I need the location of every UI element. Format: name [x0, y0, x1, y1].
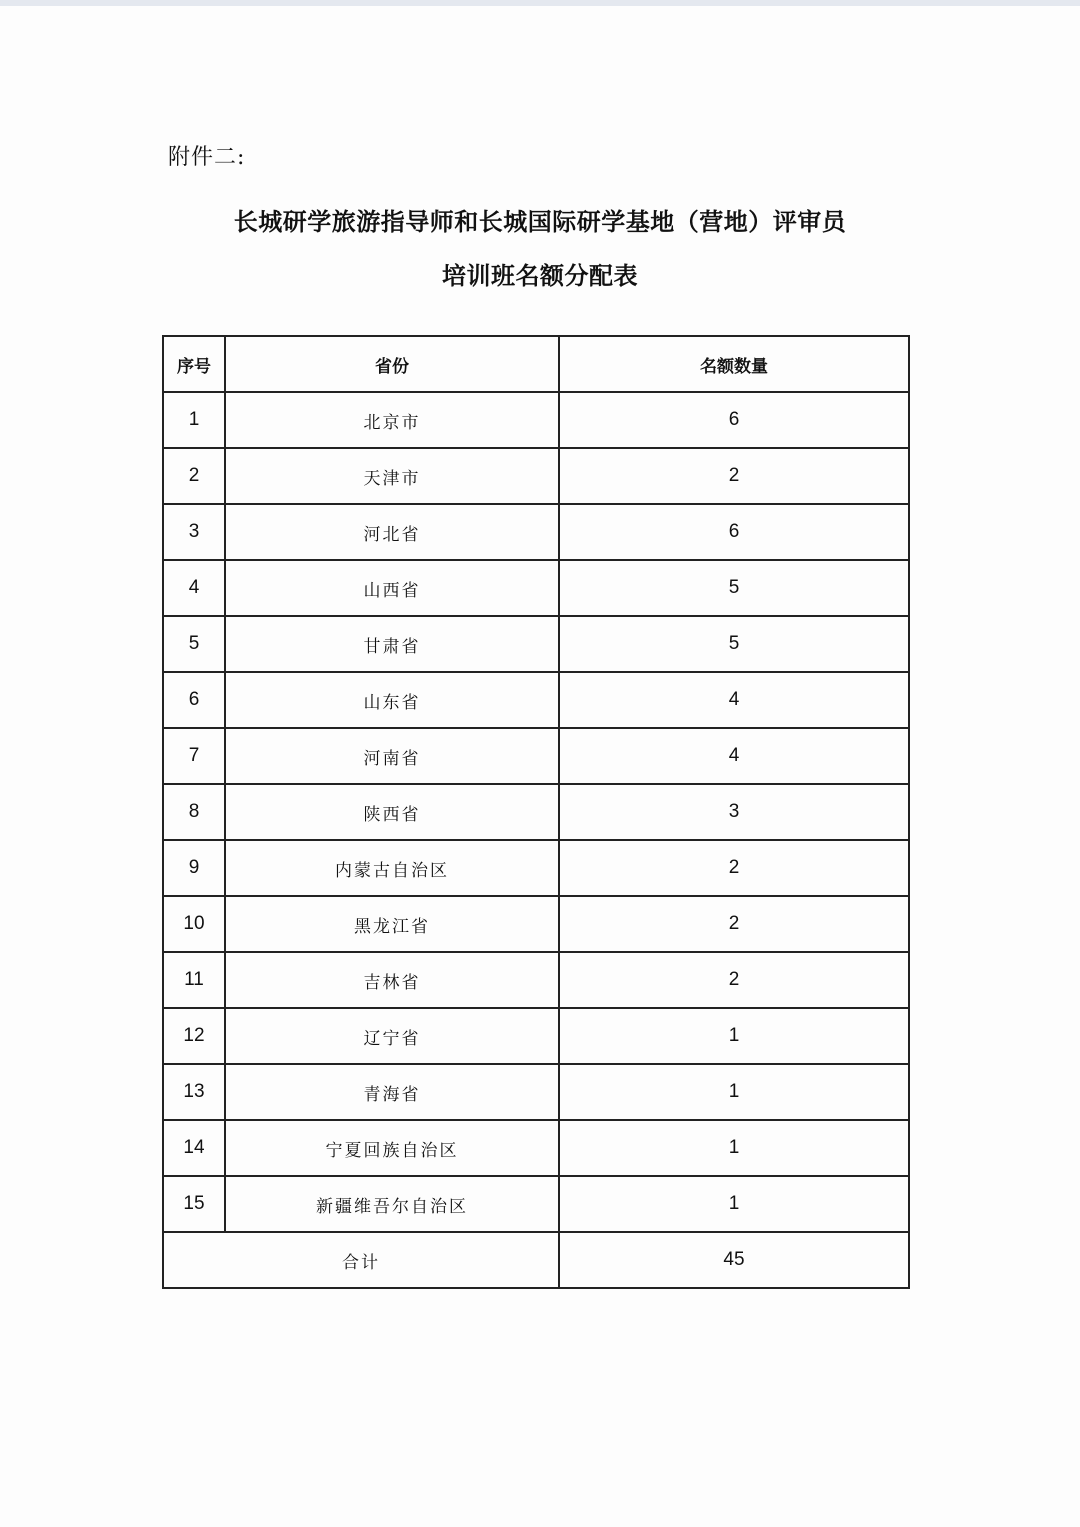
row-province: 北京市 — [225, 392, 559, 448]
row-index: 9 — [163, 840, 225, 896]
table-row — [163, 616, 909, 672]
table-total-row — [163, 1232, 909, 1288]
row-index: 5 — [163, 616, 225, 672]
row-province: 陕西省 — [225, 784, 559, 840]
table-row — [163, 392, 909, 448]
row-province: 天津市 — [225, 448, 559, 504]
row-province: 辽宁省 — [225, 1008, 559, 1064]
table-row — [163, 1120, 909, 1176]
attachment-label: 附件二: — [168, 145, 246, 170]
row-province: 青海省 — [225, 1064, 559, 1120]
table-header-row — [163, 336, 909, 392]
row-index: 2 — [163, 448, 225, 504]
row-index: 8 — [163, 784, 225, 840]
table-row — [163, 952, 909, 1008]
row-quota: 1 — [559, 1008, 909, 1064]
row-quota: 4 — [559, 672, 909, 728]
row-quota: 2 — [559, 896, 909, 952]
total-label: 合计 — [163, 1232, 559, 1288]
row-province: 内蒙古自治区 — [225, 840, 559, 896]
table-row — [163, 1008, 909, 1064]
row-quota: 4 — [559, 728, 909, 784]
row-province: 宁夏回族自治区 — [225, 1120, 559, 1176]
row-province: 山西省 — [225, 560, 559, 616]
row-index: 3 — [163, 504, 225, 560]
row-quota: 5 — [559, 616, 909, 672]
row-index: 4 — [163, 560, 225, 616]
row-quota: 6 — [559, 392, 909, 448]
row-index: 10 — [163, 896, 225, 952]
row-province: 山东省 — [225, 672, 559, 728]
row-index: 15 — [163, 1176, 225, 1232]
row-province: 河南省 — [225, 728, 559, 784]
header-index: 序号 — [163, 336, 225, 392]
document-title: 长城研学旅游指导师和长城国际研学基地（营地）评审员 — [233, 208, 847, 236]
row-index: 7 — [163, 728, 225, 784]
row-index: 13 — [163, 1064, 225, 1120]
page-top-edge — [0, 0, 1080, 6]
header-province: 省份 — [225, 336, 559, 392]
row-province: 河北省 — [225, 504, 559, 560]
row-index: 11 — [163, 952, 225, 1008]
row-quota: 6 — [559, 504, 909, 560]
row-index: 14 — [163, 1120, 225, 1176]
row-quota: 5 — [559, 560, 909, 616]
row-index: 6 — [163, 672, 225, 728]
table-row — [163, 560, 909, 616]
table-row — [163, 1064, 909, 1120]
table-row — [163, 896, 909, 952]
row-province: 吉林省 — [225, 952, 559, 1008]
row-index: 12 — [163, 1008, 225, 1064]
table-row — [163, 728, 909, 784]
table-row — [163, 448, 909, 504]
row-quota: 3 — [559, 784, 909, 840]
row-province: 新疆维吾尔自治区 — [225, 1176, 559, 1232]
table-row — [163, 672, 909, 728]
table-row — [163, 504, 909, 560]
row-quota: 1 — [559, 1120, 909, 1176]
total-value: 45 — [559, 1232, 909, 1288]
header-quota: 名额数量 — [559, 336, 909, 392]
row-quota: 2 — [559, 840, 909, 896]
document-subtitle: 培训班名额分配表 — [442, 262, 638, 290]
row-province: 甘肃省 — [225, 616, 559, 672]
row-quota: 2 — [559, 448, 909, 504]
row-province: 黑龙江省 — [225, 896, 559, 952]
table-row — [163, 784, 909, 840]
table-row — [163, 1176, 909, 1232]
row-quota: 2 — [559, 952, 909, 1008]
table-row — [163, 840, 909, 896]
row-index: 1 — [163, 392, 225, 448]
row-quota: 1 — [559, 1176, 909, 1232]
row-quota: 1 — [559, 1064, 909, 1120]
quota-table — [162, 335, 910, 1289]
